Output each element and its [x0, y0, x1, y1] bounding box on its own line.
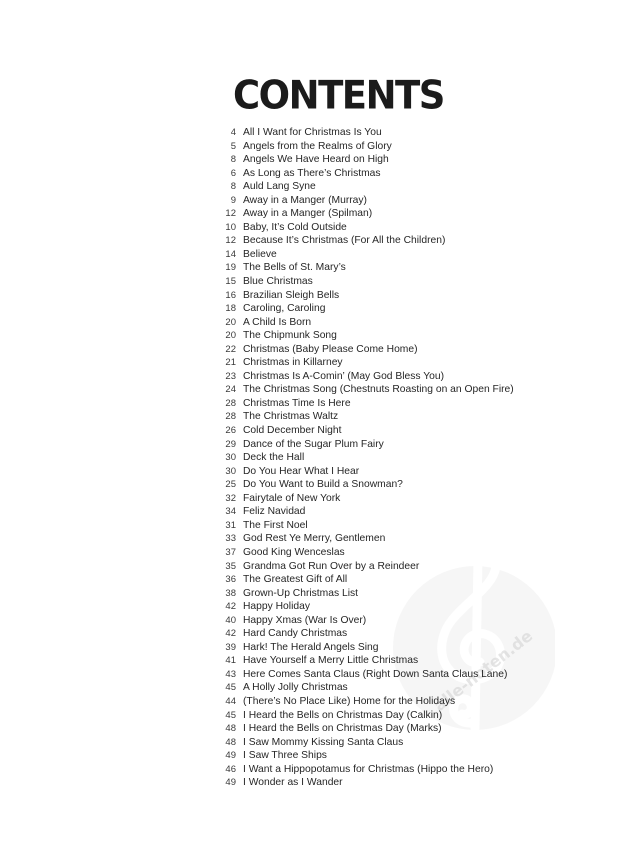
toc-song-title: (There’s No Place Like) Home for the Holidays: [243, 695, 456, 707]
toc-page-number: 10: [225, 221, 236, 233]
toc-song-title: The Bells of St. Mary’s: [243, 262, 346, 274]
toc-song-title: Grown-Up Christmas List: [243, 587, 359, 599]
toc-entry: [213, 438, 593, 452]
toc-song-title: Feliz Navidad: [243, 506, 306, 518]
toc-page-number: 49: [225, 750, 236, 762]
toc-entry: [213, 383, 593, 397]
toc-page-number: 28: [225, 411, 236, 423]
toc-song-title: I Saw Three Ships: [243, 750, 327, 762]
toc-song-title: As Long as There’s Christmas: [243, 167, 381, 179]
watermark-text: alle-noten.de: [430, 626, 537, 715]
toc-song-title: Hark! The Herald Angels Sing: [243, 641, 379, 653]
toc-song-title: Because It’s Christmas (For All the Children): [243, 235, 446, 247]
page-title: CONTENTS: [233, 72, 444, 119]
toc-song-title: Have Yourself a Merry Little Christmas: [243, 655, 419, 667]
toc-song-title: Hard Candy Christmas: [243, 628, 348, 640]
toc-page-number: 14: [225, 248, 236, 260]
toc-song-title: Believe: [243, 248, 277, 260]
toc-song-title: Do You Hear What I Hear: [243, 465, 360, 477]
toc-song-title: Brazilian Sleigh Bells: [243, 289, 340, 301]
toc-song-title: I Saw Mommy Kissing Santa Claus: [243, 736, 404, 748]
toc-page-number: 43: [225, 668, 236, 680]
toc-entry: [213, 668, 593, 682]
toc-song-title: Christmas in Killarney: [243, 357, 343, 369]
toc-page-number: 28: [225, 397, 236, 409]
toc-entry: [213, 587, 593, 601]
toc-entry: [213, 289, 593, 303]
toc-page-number: 24: [225, 384, 236, 396]
toc-song-title: Grandma Got Run Over by a Reindeer: [243, 560, 420, 572]
toc-song-title: Fairytale of New York: [243, 492, 341, 504]
toc-page-number: 25: [225, 479, 236, 491]
toc-song-title: The Christmas Song (Chestnuts Roasting on an Open Fire): [243, 384, 514, 396]
toc-entry: [213, 478, 593, 492]
toc-page-number: 6: [230, 167, 236, 179]
toc-song-title: I Heard the Bells on Christmas Day (Marks): [243, 723, 442, 735]
toc-page-number: 29: [225, 438, 236, 450]
toc-page-number: 8: [230, 181, 236, 193]
toc-entry: [213, 126, 593, 140]
toc-page-number: 42: [225, 628, 236, 640]
toc-song-title: A Holly Jolly Christmas: [243, 682, 348, 694]
toc-song-title: The First Noel: [243, 519, 308, 531]
toc-entry: [213, 532, 593, 546]
toc-page-number: 38: [225, 587, 236, 599]
toc-entry: [213, 424, 593, 438]
toc-entry: [213, 465, 593, 479]
toc-song-title: Good King Wenceslas: [243, 546, 345, 558]
toc-page-number: 16: [225, 289, 236, 301]
toc-entry: [213, 140, 593, 154]
toc-entry: [213, 736, 593, 750]
toc-entry: [213, 546, 593, 560]
toc-page-number: 48: [225, 723, 236, 735]
toc-entry: [213, 261, 593, 275]
toc-song-title: Dance of the Sugar Plum Fairy: [243, 438, 384, 450]
toc-page-number: 33: [225, 533, 236, 545]
toc-entry: [213, 302, 593, 316]
toc-song-title: Happy Xmas (War Is Over): [243, 614, 367, 626]
toc-song-title: Caroling, Caroling: [243, 303, 326, 315]
toc-song-title: Away in a Manger (Spilman): [243, 208, 373, 220]
toc-page-number: 9: [230, 194, 236, 206]
toc-entry: [213, 600, 593, 614]
toc-song-title: God Rest Ye Merry, Gentlemen: [243, 533, 386, 545]
toc-entry: [213, 194, 593, 208]
toc-page-number: 34: [225, 506, 236, 518]
toc-page-number: 45: [225, 709, 236, 721]
toc-page-number: 30: [225, 465, 236, 477]
toc-entry: [213, 207, 593, 221]
toc-entry: [213, 316, 593, 330]
toc-entry: [213, 153, 593, 167]
toc-song-title: I Heard the Bells on Christmas Day (Calkin): [243, 709, 443, 721]
toc-entry: [213, 573, 593, 587]
toc-song-title: Cold December Night: [243, 425, 342, 437]
toc-entry: [213, 722, 593, 736]
toc-page-number: 35: [225, 560, 236, 572]
toc-page-number: 5: [230, 140, 236, 152]
toc-entry: [213, 776, 593, 790]
toc-entry: [213, 275, 593, 289]
toc-page-number: 30: [225, 452, 236, 464]
toc-entry: [213, 234, 593, 248]
toc-page-number: 40: [225, 614, 236, 626]
toc-entry: [213, 641, 593, 655]
toc-entry: [213, 397, 593, 411]
toc-page-number: 46: [225, 763, 236, 775]
toc-song-title: The Greatest Gift of All: [243, 574, 348, 586]
toc-song-title: The Chipmunk Song: [243, 330, 337, 342]
toc-song-title: All I Want for Christmas Is You: [243, 127, 382, 138]
toc-page-number: 36: [225, 574, 236, 586]
toc-entry: [213, 167, 593, 181]
toc-page-number: 49: [225, 777, 236, 789]
toc-entry: [213, 329, 593, 343]
toc-song-title: Angels from the Realms of Glory: [243, 140, 392, 152]
toc-page-number: 39: [225, 641, 236, 653]
toc-page-number: 12: [225, 235, 236, 247]
toc-song-title: Angels We Have Heard on High: [243, 154, 389, 166]
toc-page-number: 32: [225, 492, 236, 504]
toc-entry: [213, 709, 593, 723]
toc-page-number: 48: [225, 736, 236, 748]
toc-entry: [213, 749, 593, 763]
toc-song-title: I Wonder as I Wander: [243, 777, 343, 789]
toc-song-title: Away in a Manger (Murray): [243, 194, 367, 206]
toc-page-number: 18: [225, 303, 236, 315]
toc-page-number: 12: [225, 208, 236, 220]
toc-entry: [213, 560, 593, 574]
toc-page-number: 8: [230, 154, 236, 166]
toc-page-number: 44: [225, 695, 236, 707]
toc-page-number: 4: [230, 127, 236, 138]
toc-entry: [213, 627, 593, 641]
toc-page-number: 22: [225, 343, 236, 355]
toc-song-title: Christmas Is A-Comin’ (May God Bless You): [243, 370, 445, 382]
toc-entry: [213, 356, 593, 370]
toc-page-number: 31: [225, 519, 236, 531]
toc-page-number: 19: [225, 262, 236, 274]
toc-entry: [213, 695, 593, 709]
toc-song-title: Baby, It’s Cold Outside: [243, 221, 347, 233]
toc-song-title: Christmas (Baby Please Come Home): [243, 343, 418, 355]
toc-entry: [213, 492, 593, 506]
toc-song-title: Deck the Hall: [243, 452, 305, 464]
toc-page-number: 45: [225, 682, 236, 694]
toc-entry: [213, 343, 593, 357]
toc-song-title: Auld Lang Syne: [243, 181, 316, 193]
toc-entry: [213, 519, 593, 533]
toc-entry: [213, 248, 593, 262]
toc-entry: [213, 763, 593, 777]
toc-entry: [213, 505, 593, 519]
toc-page-number: 20: [225, 330, 236, 342]
toc-song-title: Do You Want to Build a Snowman?: [243, 479, 403, 491]
toc-song-title: Happy Holiday: [243, 601, 310, 613]
toc-page-number: 26: [225, 425, 236, 437]
toc-entry: [213, 410, 593, 424]
toc-entry: [213, 221, 593, 235]
toc-page-number: 20: [225, 316, 236, 328]
table-of-contents: [213, 126, 593, 790]
toc-page-number: 41: [225, 655, 236, 667]
toc-song-title: Blue Christmas: [243, 276, 313, 288]
toc-page-number: 15: [225, 276, 236, 288]
toc-page-number: 23: [225, 370, 236, 382]
toc-song-title: I Want a Hippopotamus for Christmas (Hippo the Hero): [243, 763, 494, 775]
toc-song-title: Christmas Time Is Here: [243, 397, 351, 409]
toc-entry: [213, 681, 593, 695]
toc-page-number: 37: [225, 546, 236, 558]
toc-page-number: 42: [225, 601, 236, 613]
toc-entry: [213, 180, 593, 194]
toc-entry: [213, 614, 593, 628]
toc-song-title: Here Comes Santa Claus (Right Down Santa Claus Lane): [243, 668, 508, 680]
toc-song-title: A Child Is Born: [243, 316, 312, 328]
toc-entry: [213, 370, 593, 384]
toc-song-title: The Christmas Waltz: [243, 411, 339, 423]
toc-entry: [213, 451, 593, 465]
toc-entry: [213, 654, 593, 668]
toc-page-number: 21: [225, 357, 236, 369]
